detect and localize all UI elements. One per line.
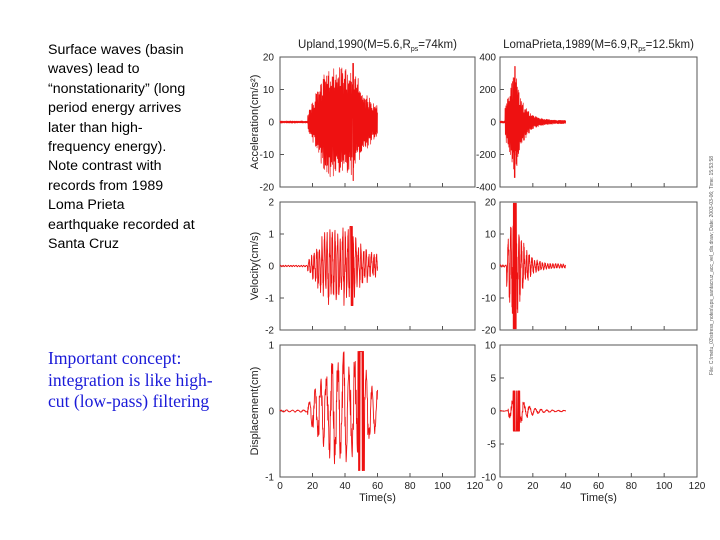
series-line: [500, 66, 566, 177]
y-tick-label: 0: [490, 261, 496, 273]
y-tick-label: 20: [262, 52, 274, 64]
x-tick-label: 0: [497, 481, 503, 492]
chart-panel-2: [476, 39, 697, 194]
important-concept-text: Important concept: integration is like high-cut (low-pass) filtering: [48, 348, 213, 412]
y-tick-label: -1: [265, 293, 274, 305]
y-tick-label: -5: [487, 439, 496, 451]
y-tick-label: 400: [479, 52, 496, 64]
y-tick-label: 10: [484, 340, 496, 352]
x-tick-label: 20: [527, 481, 539, 492]
y-tick-label: 10: [484, 229, 496, 241]
y-tick-label: -1: [265, 472, 274, 484]
series-line: [280, 63, 378, 180]
x-axis-label: Time(s): [580, 492, 617, 504]
y-tick-label: -20: [259, 182, 274, 194]
series-line: [280, 351, 378, 470]
y-tick-label: 20: [484, 197, 496, 209]
y-tick-label: 1: [268, 229, 274, 241]
x-tick-label: 40: [339, 481, 351, 492]
x-tick-label: 80: [404, 481, 416, 492]
file-credit-text: File: C:\metu_03\stress_notes\ups_santacruz_acc_vel_dis.draw; Date: 2003-03-06; Time: 15:53:58: [709, 155, 715, 375]
y-tick-label: 2: [268, 197, 274, 209]
chart-panel-5: [249, 341, 484, 505]
panel-frame: [500, 345, 697, 477]
y-tick-label: -20: [481, 325, 496, 337]
x-tick-label: 120: [688, 481, 706, 492]
series-line: [500, 391, 566, 431]
y-tick-label: -2: [265, 325, 274, 337]
y-tick-label: 200: [479, 85, 496, 96]
series-line: [280, 226, 378, 305]
x-tick-label: 120: [466, 481, 484, 492]
y-tick-label: 0: [268, 406, 274, 418]
chart-panel-3: [249, 198, 475, 337]
y-tick-label: -200: [475, 150, 496, 161]
y-tick-label: 0: [490, 117, 496, 129]
panel-frame: [280, 345, 475, 477]
y-tick-label: 0: [490, 406, 496, 418]
x-tick-label: 60: [592, 481, 605, 492]
y-tick-label: 10: [262, 85, 274, 96]
y-tick-label: -10: [481, 293, 496, 305]
panel-title: $Upland,1990(M=5.6,R_{ps}=74km)$: [298, 39, 457, 53]
series-line: [500, 203, 566, 328]
y-axis-label: Acceleration(cm/s²): [249, 74, 261, 170]
x-tick-label: 0: [277, 481, 283, 492]
y-tick-label: -10: [259, 150, 274, 161]
x-tick-label: 40: [560, 481, 572, 492]
y-axis-label: Displacement(cm): [249, 366, 261, 456]
chart-panel-4: [482, 198, 697, 337]
x-tick-label: 80: [625, 481, 637, 492]
x-tick-label: 20: [306, 481, 319, 492]
chart-panel-1: [249, 39, 475, 194]
y-tick-label: -400: [475, 182, 496, 194]
x-tick-label: 100: [655, 481, 673, 492]
x-tick-label: 100: [434, 481, 451, 492]
x-axis-label: Time(s): [359, 492, 396, 504]
y-tick-label: 1: [268, 340, 274, 352]
x-tick-label: 60: [371, 481, 384, 492]
y-tick-label: 0: [268, 261, 274, 273]
chart-panel-6: [482, 341, 706, 505]
surface-waves-note: Surface waves (basin waves) lead to “nonstationarity” (long period energy arrives later than high-frequency energy). Note contrast with records from 1989 Loma Prieta earthquake recorded at Santa Cruz: [48, 42, 195, 253]
y-tick-label: 0: [268, 117, 274, 129]
panel-title: $LomaPrieta,1989(M=6.9,R_{ps}=12.5km)$: [503, 39, 694, 53]
y-tick-label: -10: [481, 472, 496, 484]
y-axis-label: Velocity(cm/s): [249, 231, 261, 301]
y-tick-label: 5: [490, 373, 496, 385]
